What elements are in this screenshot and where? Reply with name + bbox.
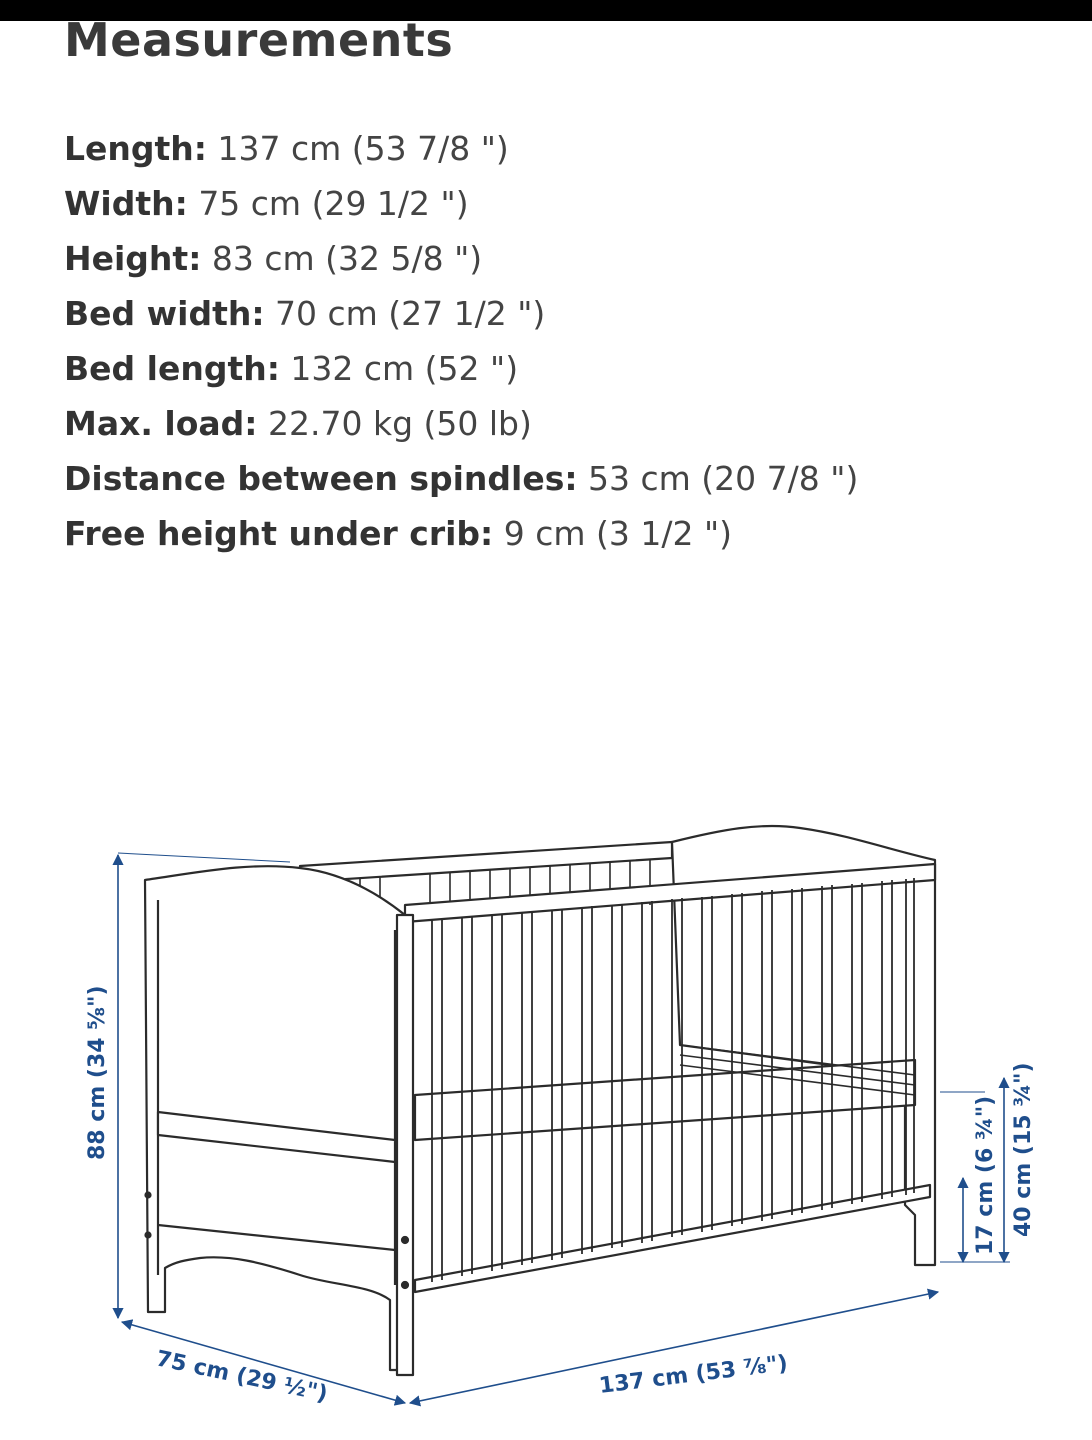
measurement-length — [64, 124, 858, 179]
measurement-value: 75 cm (29 1/2 ") — [198, 184, 469, 223]
measurement-width — [64, 179, 858, 234]
measurement-value: 22.70 kg (50 lb) — [268, 404, 532, 443]
measurement-label: Width: — [64, 184, 188, 223]
measurement-value: 9 cm (3 1/2 ") — [503, 514, 733, 553]
dimension-low-bed-label: 17 cm (6 ¾") — [973, 1095, 998, 1255]
measurement-label: Distance between spindles: — [64, 459, 578, 498]
measurement-spindle-distance — [64, 454, 858, 509]
measurement-label: Bed length: — [64, 349, 280, 388]
crib-dimension-diagram — [0, 780, 1092, 1440]
page-title: Measurements — [64, 13, 454, 67]
dimension-height-label: 88 cm (34 ⅝") — [85, 985, 110, 1160]
measurement-label: Max. load: — [64, 404, 258, 443]
dimension-width-label: 75 cm (29 ½") — [153, 1346, 330, 1408]
measurement-bed-width — [64, 289, 858, 344]
measurement-label: Free height under crib: — [64, 514, 494, 553]
measurement-value: 132 cm (52 ") — [290, 349, 519, 388]
measurement-label: Height: — [64, 239, 202, 278]
dimension-high-bed-label: 40 cm (15 ¾") — [1011, 1062, 1036, 1237]
measurement-label: Bed width: — [64, 294, 265, 333]
measurement-value: 53 cm (20 7/8 ") — [588, 459, 859, 498]
measurement-max-load — [64, 399, 858, 454]
dimension-length-label: 137 cm (53 ⅞") — [597, 1351, 790, 1399]
measurement-value: 137 cm (53 7/8 ") — [217, 129, 509, 168]
measurement-bed-length — [64, 344, 858, 399]
measurement-label: Length: — [64, 129, 207, 168]
measurement-free-height — [64, 509, 858, 564]
measurement-height — [64, 234, 858, 289]
measurement-value: 70 cm (27 1/2 ") — [275, 294, 546, 333]
measurements-list — [64, 124, 858, 564]
crib-drawing — [145, 826, 935, 1375]
measurement-value: 83 cm (32 5/8 ") — [211, 239, 483, 278]
